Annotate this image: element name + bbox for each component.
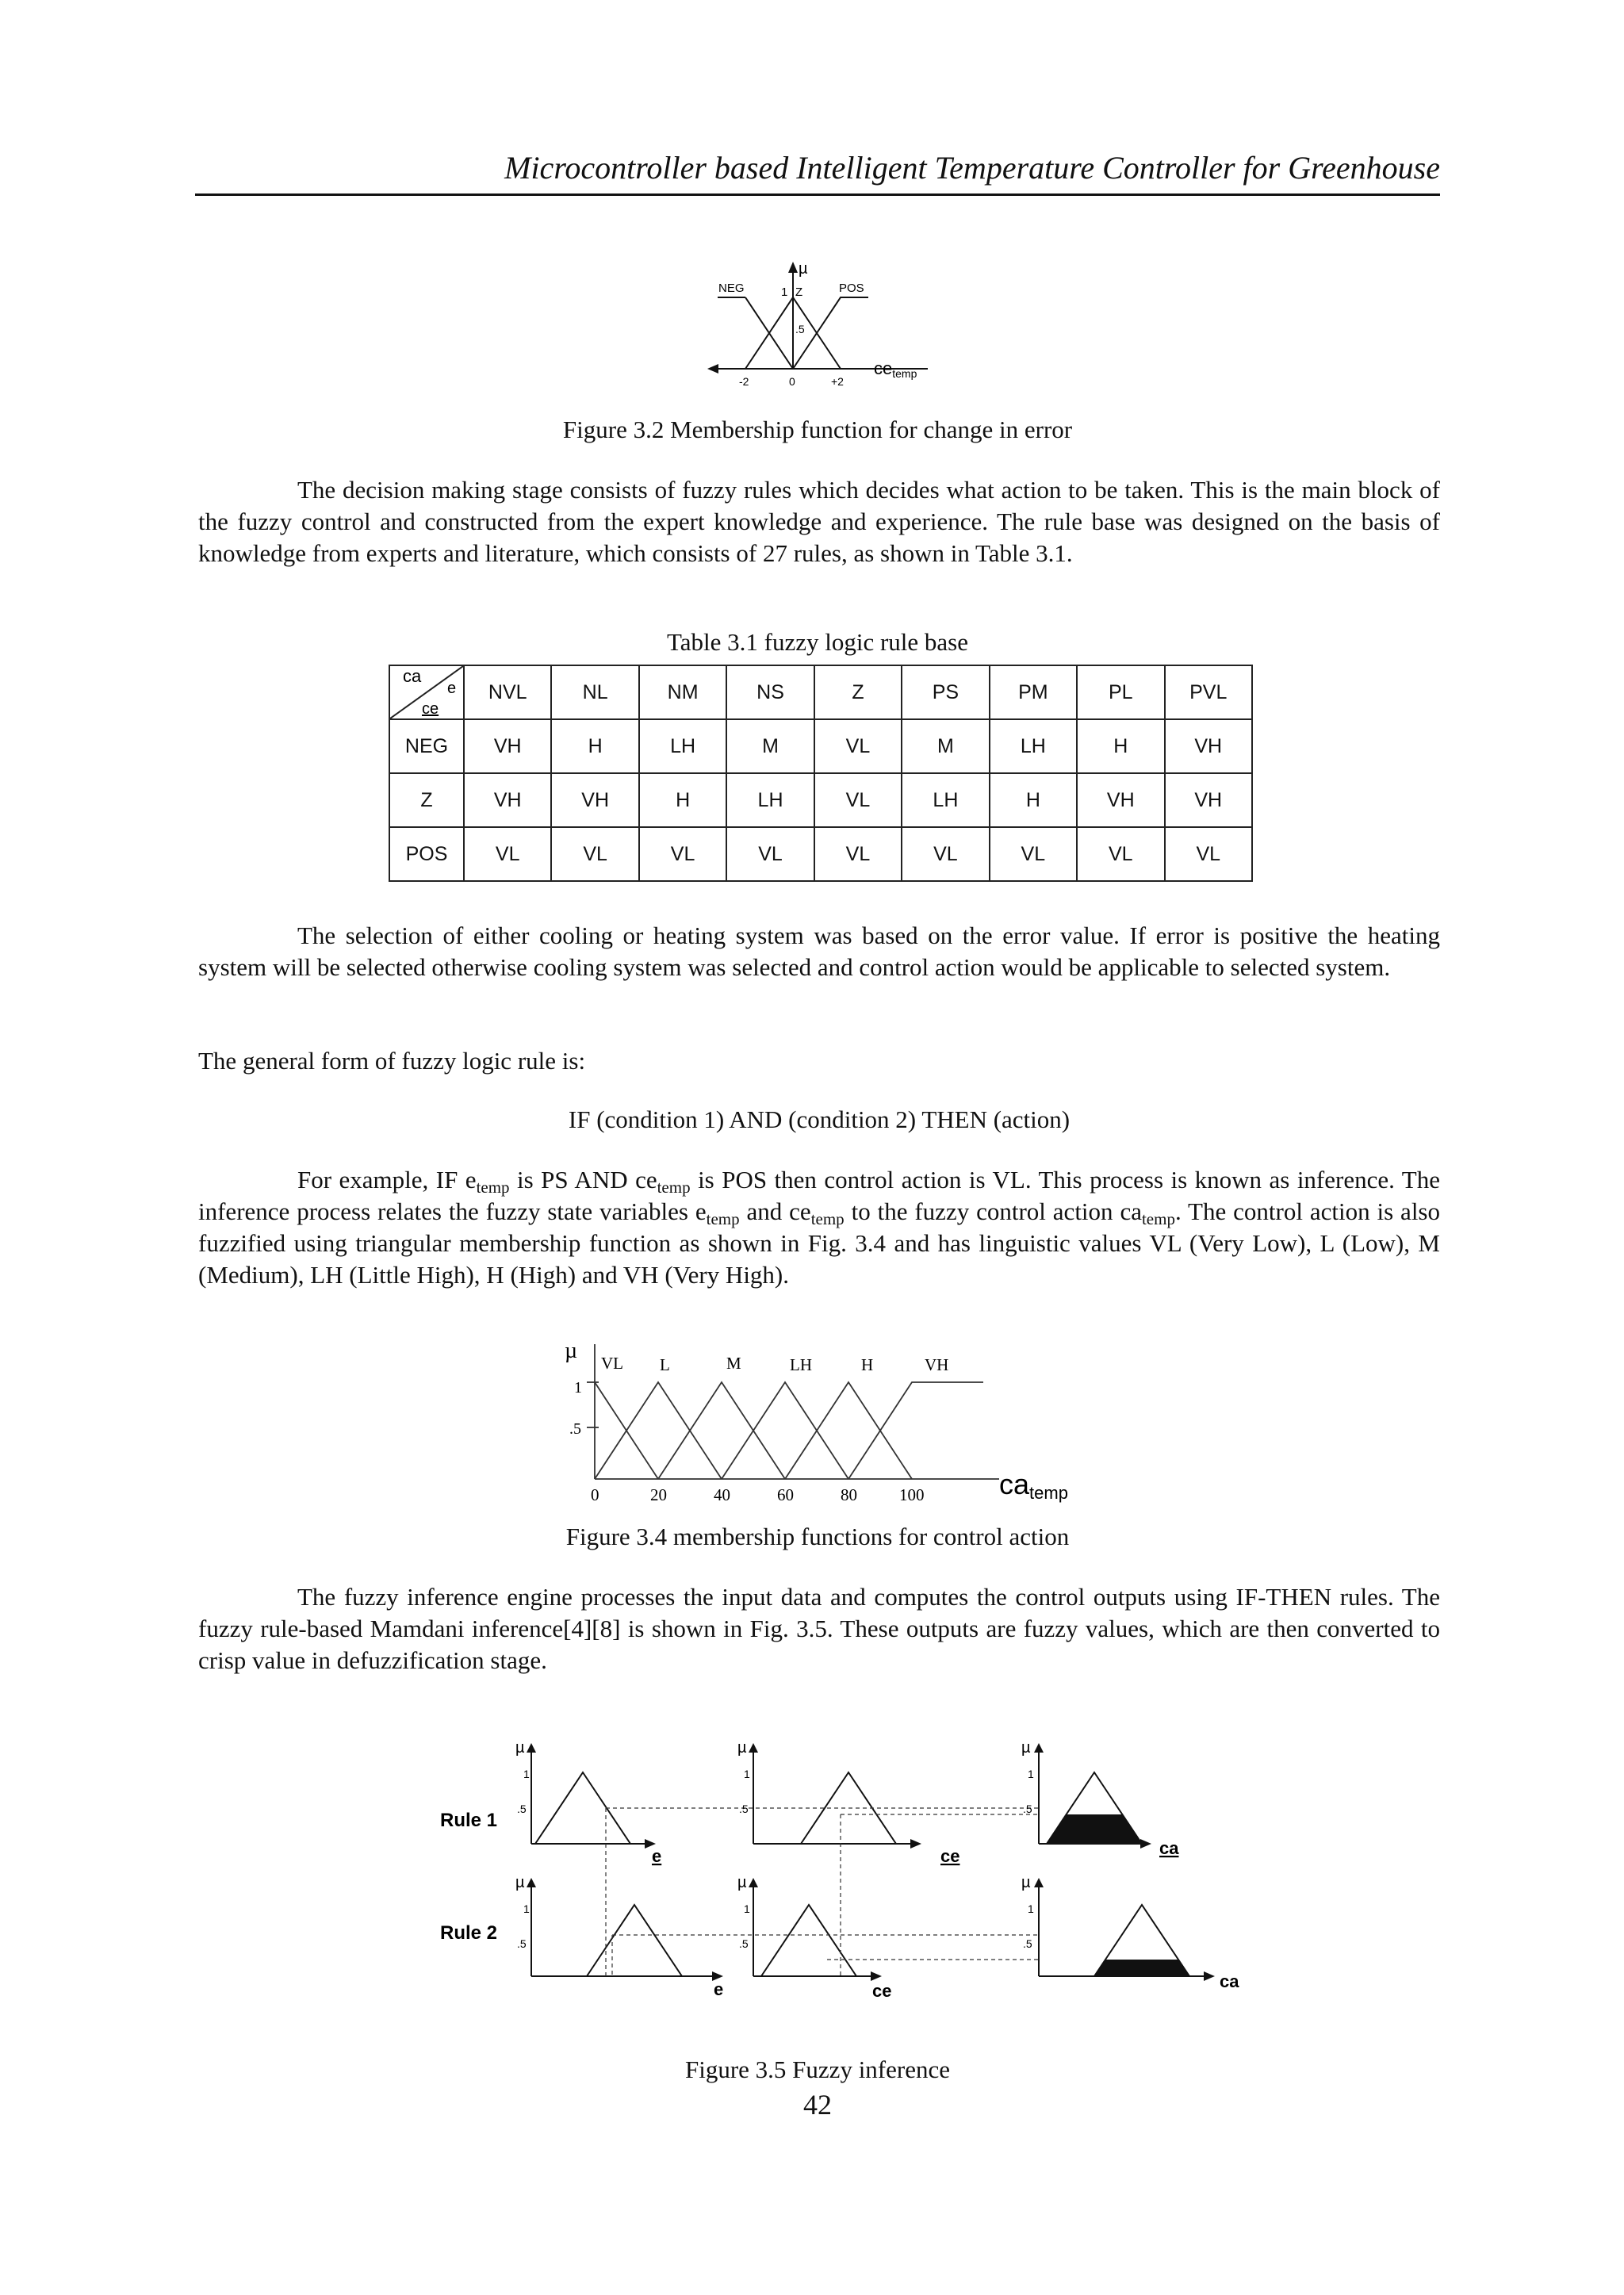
table-cell: LH xyxy=(639,719,726,773)
page-number: 42 xyxy=(803,2089,832,2121)
fig34-lh-label: LH xyxy=(790,1355,812,1374)
running-header: Microcontroller based Intelligent Temperature Controller for Greenhouse xyxy=(504,150,1440,186)
table-header-row xyxy=(389,665,1252,719)
fig34-h-label: H xyxy=(861,1355,874,1374)
figure-3-5-fuzzy-inference xyxy=(428,1737,1253,1998)
table-cell: VL xyxy=(814,719,902,773)
fig34-tick-80: 80 xyxy=(841,1485,857,1504)
r1e-mu-label: µ xyxy=(515,1739,525,1757)
rule1-clipped-area xyxy=(1047,1814,1142,1844)
row-header: POS xyxy=(389,827,464,881)
rule2-clipped-area xyxy=(1094,1960,1189,1976)
col-header: NVL xyxy=(464,665,551,719)
table-corner-cell xyxy=(389,665,464,719)
rule2-label: Rule 2 xyxy=(440,1922,498,1944)
r2ca-one-label: 1 xyxy=(1028,1902,1034,1915)
table-cell: VH xyxy=(464,719,551,773)
fig32-half-label: .5 xyxy=(795,323,805,335)
paragraph-general-form: The general form of fuzzy logic rule is: xyxy=(198,1047,586,1075)
fig34-tick-100: 100 xyxy=(899,1485,925,1504)
table-row xyxy=(389,719,1252,773)
table-cell: H xyxy=(1077,719,1164,773)
r1ca-mu-label: µ xyxy=(1021,1739,1031,1757)
table-cell: H xyxy=(990,773,1077,827)
table-cell: H xyxy=(551,719,638,773)
r1e-axis-label: e xyxy=(652,1846,662,1866)
fig34-half-label: .5 xyxy=(569,1420,581,1438)
fig32-one-label: 1 xyxy=(781,285,788,299)
col-header: PL xyxy=(1077,665,1164,719)
paragraph-inference-example: For example, IF $e_{temp}$ is PS AND $ce_{temp}$ is POS then control action is VL. This process is known as inference. The inference process relates the fuzzy state variables $e_{temp}$ and $ce_{temp}$ to the fuzzy control action $ca_{temp}$. The control action is also fuzzified using triangular membership function as shown in Fig. 3.4 and has linguistic values VL (Very Low), L (Low), M (Medium), LH (Little High), H (High) and VH (Very High). xyxy=(198,1166,1440,1289)
r2ce-half-label: .5 xyxy=(739,1937,749,1950)
rule-form-statement: IF (condition 1) AND (condition 2) THEN (action) xyxy=(568,1105,1071,1133)
figure-3-2-membership-change-in-error xyxy=(698,254,936,389)
fig32-tick-0: 0 xyxy=(789,375,795,388)
fig32-axis-label: cetemp xyxy=(874,358,917,380)
corner-diagonal xyxy=(390,666,463,718)
r1ca-one-label: 1 xyxy=(1028,1768,1034,1780)
fig32-mu-label: µ xyxy=(799,260,808,278)
paragraph-inference-engine: The fuzzy inference engine processes the input data and computes the control outputs using IF-THEN rules. The fuzzy rule-based Mamdani inference[4][8] is shown in Fig. 3.5. These outputs are fuzzy values, which are then converted to crisp value in defuzzification stage. xyxy=(198,1583,1440,1674)
r1ce-one-label: 1 xyxy=(744,1768,750,1780)
col-header: PS xyxy=(902,665,989,719)
row-header: Z xyxy=(389,773,464,827)
table-3-1-caption: Table 3.1 fuzzy logic rule base xyxy=(666,628,968,656)
svg-text:ce: ce xyxy=(422,700,439,718)
table-cell: VL xyxy=(902,827,989,881)
table-cell: VH xyxy=(551,773,638,827)
table-cell: H xyxy=(639,773,726,827)
col-header: NS xyxy=(726,665,814,719)
col-header: Z xyxy=(814,665,902,719)
r2e-axis-label: e xyxy=(714,1979,724,1998)
table-cell: M xyxy=(726,719,814,773)
r2ce-mu-label: µ xyxy=(737,1874,747,1891)
table-cell: VL xyxy=(1077,827,1164,881)
rule2-e-panel xyxy=(531,1883,714,1976)
fig32-tick-minus2: -2 xyxy=(739,375,749,388)
table-cell: VL xyxy=(814,773,902,827)
table-cell: LH xyxy=(902,773,989,827)
fig34-vh-label: VH xyxy=(925,1355,949,1374)
r1ca-half-label: .5 xyxy=(1023,1803,1032,1815)
figure-3-2-caption: Figure 3.2 Membership function for change in error xyxy=(562,416,1073,443)
rule1-e-panel xyxy=(531,1749,646,1844)
fig34-tick-60: 60 xyxy=(777,1485,794,1504)
r1ce-axis-label: ce xyxy=(940,1846,960,1866)
svg-text:ca: ca xyxy=(403,666,422,686)
paragraph-rule-base: The decision making stage consists of fuzzy rules which decides what action to be taken. This is the main block of the fuzzy control and constructed from the expert knowledge and experience. The rule base was designed on the basis of knowledge from experts and literature, which consists of 27 rules, as shown in Table 3.1. xyxy=(198,476,1440,567)
rule1-ce-panel xyxy=(753,1749,912,1844)
table-cell: VH xyxy=(464,773,551,827)
fig32-z-label: Z xyxy=(795,285,803,299)
table-cell: LH xyxy=(726,773,814,827)
row-header: NEG xyxy=(389,719,464,773)
col-header: NL xyxy=(551,665,638,719)
header-divider xyxy=(195,193,1440,196)
table-cell: VL xyxy=(639,827,726,881)
fig32-tick-plus2: +2 xyxy=(831,375,844,388)
figure-3-4-caption: Figure 3.4 membership functions for control action xyxy=(565,1523,1070,1550)
fig34-m-label: M xyxy=(726,1354,741,1373)
fig32-pos-label: POS xyxy=(839,282,864,295)
table-cell: VL xyxy=(990,827,1077,881)
r1e-half-label: .5 xyxy=(517,1803,527,1815)
table-cell: VH xyxy=(1077,773,1164,827)
r1ce-mu-label: µ xyxy=(737,1739,747,1757)
r2e-mu-label: µ xyxy=(515,1874,525,1891)
fig34-axis-label: catemp xyxy=(999,1468,1068,1503)
table-cell: VH xyxy=(1165,773,1253,827)
rule1-label: Rule 1 xyxy=(440,1810,498,1831)
r2ca-axis-label: ca xyxy=(1220,1971,1239,1991)
r2ca-mu-label: µ xyxy=(1021,1874,1031,1891)
figure-3-5-caption: Figure 3.5 Fuzzy inference xyxy=(685,2056,950,2083)
table-cell: LH xyxy=(990,719,1077,773)
rule-base-table xyxy=(389,665,1253,882)
table-cell: VL xyxy=(1165,827,1253,881)
table-cell: VL xyxy=(814,827,902,881)
r2e-half-label: .5 xyxy=(517,1937,527,1950)
col-header: PM xyxy=(990,665,1077,719)
fig34-mu-label: µ xyxy=(565,1339,578,1363)
col-header: PVL xyxy=(1165,665,1253,719)
fig34-tick-0: 0 xyxy=(591,1485,599,1504)
col-header: NM xyxy=(639,665,726,719)
svg-text:e: e xyxy=(447,680,457,697)
table-cell: VL xyxy=(551,827,638,881)
fig34-tick-40: 40 xyxy=(714,1485,730,1504)
r2ce-axis-label: ce xyxy=(872,1981,892,1998)
figure-3-4-membership-control-action xyxy=(555,1332,1110,1507)
r2ce-one-label: 1 xyxy=(744,1902,750,1915)
fig34-l-label: L xyxy=(660,1355,670,1374)
table-cell: VL xyxy=(726,827,814,881)
fig32-neg-label: NEG xyxy=(718,282,745,295)
rule2-ce-panel xyxy=(753,1883,872,1976)
table-cell: VL xyxy=(464,827,551,881)
r1e-one-label: 1 xyxy=(523,1768,530,1780)
table-row xyxy=(389,827,1252,881)
table-row xyxy=(389,773,1252,827)
fig34-vl-label: VL xyxy=(601,1354,623,1373)
fig34-tick-20: 20 xyxy=(650,1485,667,1504)
table-cell: M xyxy=(902,719,989,773)
paragraph-system-selection: The selection of either cooling or heating system was based on the error value. If error is positive the heating system will be selected otherwise cooling system was selected and control action would be applicable to selected system. xyxy=(198,921,1440,981)
r2e-one-label: 1 xyxy=(523,1902,530,1915)
r1ca-axis-label: ca xyxy=(1159,1838,1179,1858)
fig34-one-label: 1 xyxy=(574,1379,582,1397)
r2ca-half-label: .5 xyxy=(1023,1937,1032,1950)
r1ce-half-label: .5 xyxy=(739,1803,749,1815)
table-cell: VH xyxy=(1165,719,1253,773)
